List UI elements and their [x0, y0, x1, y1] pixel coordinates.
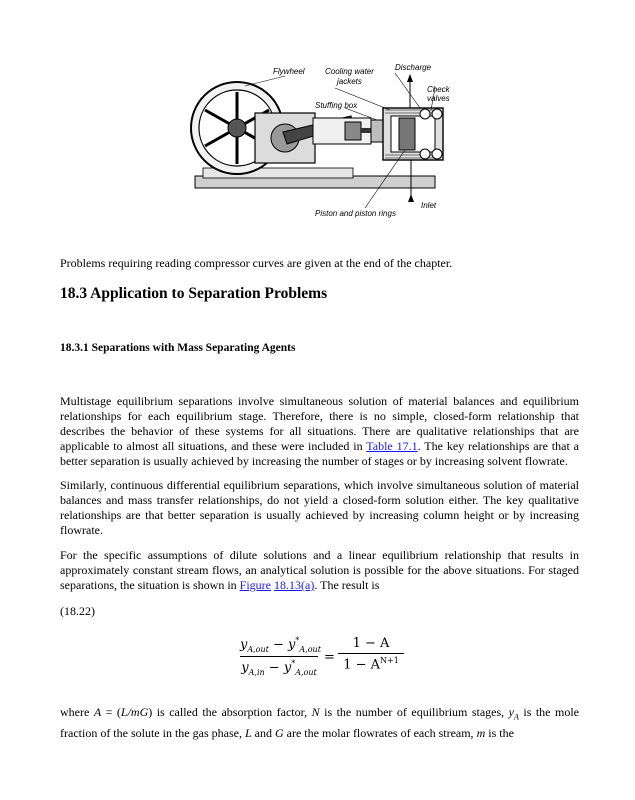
var-ya-sub: A	[513, 712, 519, 722]
paragraph-3	[60, 548, 579, 593]
lhs-numerator	[240, 636, 321, 654]
var-a: A	[93, 705, 102, 719]
label-check-2: valves	[427, 94, 450, 103]
crosshead	[345, 122, 361, 140]
label-inlet: Inlet	[421, 201, 437, 210]
star: *	[291, 658, 296, 668]
where-text: is the mole fraction of the solute in the gas phase,	[60, 705, 579, 741]
var-g: G	[274, 726, 284, 741]
y-symbol: y	[240, 637, 248, 653]
lhs-denominator	[240, 659, 318, 677]
figure-link[interactable]: Figure	[239, 578, 271, 592]
label-stuffing-box: Stuffing box	[315, 101, 358, 110]
sub-a-in: A,in	[248, 667, 265, 677]
minus-sign: −	[268, 637, 289, 653]
check-valve-bottom2	[432, 149, 442, 159]
paragraph-2: Similarly, continuous differential equilibrium separations, which involve simultaneous solution of material balances and mass transfer relationships, do not yield a closed-form solution either. The key qualitative relationships are that better separation is usually achieved by increasing column height or by increasing flowrate.	[60, 478, 579, 537]
check-valve-top	[420, 109, 430, 119]
p3-text-pre: For the specific assumptions of dilute solutions and a linear equilibrium relationship that results in approximately constant stream flows, an analytical solution is possible for the above situations. For staged separations, the situation is shown in	[60, 548, 579, 592]
rhs-den-base: 1 − A	[343, 657, 381, 673]
section-title: 18.3 Application to Separation Problems	[60, 285, 328, 302]
discharge-arrow	[407, 74, 413, 82]
where-text: and	[251, 726, 275, 741]
y-symbol: y	[283, 660, 292, 676]
label-cooling-2: jackets	[337, 77, 362, 86]
where-text: where	[60, 705, 94, 719]
piston	[399, 118, 415, 150]
label-flywheel: Flywheel	[273, 67, 305, 76]
var-l: L	[244, 726, 252, 741]
inlet-arrow	[408, 194, 414, 202]
flywheel-hub	[228, 119, 246, 137]
equals-sign: =	[324, 650, 335, 665]
minus-sign: −	[264, 660, 284, 676]
where-text: is the	[485, 726, 514, 741]
fraction-bar	[240, 656, 318, 657]
where-text: is the number of equilibrium stages,	[319, 705, 509, 719]
sub-a-out: A,out	[247, 644, 269, 654]
var-m: m	[476, 726, 486, 741]
rhs-den-exp: N+1	[380, 656, 399, 665]
compressor-drawing	[185, 58, 455, 223]
where-text: = (	[101, 705, 121, 719]
var-ya: y	[508, 705, 514, 719]
label-discharge: Discharge	[395, 63, 432, 72]
where-text: ) is called the absorption factor,	[148, 705, 312, 719]
p1-text-pre: Multistage equilibrium separations involve simultaneous solution of material balances and equilibrium relationships for each equilibrium stage. Therefore, there is no simple, closed-form relationship that describes the behavior of these systems for all situations. There are qualitative relationships that are applicable to almost all situations, and these were included in	[60, 394, 579, 453]
sub-a-out: A,out	[295, 667, 317, 677]
lhs-fraction	[240, 636, 321, 677]
paragraph-1	[60, 394, 579, 469]
rhs-numerator: 1 − A	[352, 636, 390, 651]
rhs-denominator	[338, 656, 404, 672]
var-n: N	[311, 705, 320, 719]
equation-18-22	[240, 636, 410, 682]
p3-text-post: . The result is	[314, 578, 380, 592]
where-text: are the molar flowrates of each stream,	[283, 726, 477, 741]
compressor-figure	[185, 58, 455, 223]
check-valve-bottom	[420, 149, 430, 159]
star: *	[295, 636, 300, 645]
y-symbol: y	[288, 637, 296, 653]
where-paragraph	[60, 704, 579, 742]
fraction-bar	[338, 653, 404, 654]
var-lmg: L/mG	[120, 705, 149, 719]
intro-line: Problems requiring reading compressor curves are given at the end of the chapter.	[60, 256, 453, 270]
rhs-fraction	[338, 636, 404, 672]
label-check-1: Check	[427, 85, 450, 94]
subsection-title: 18.3.1 Separations with Mass Separating Agents	[60, 342, 296, 354]
label-cooling-1: Cooling water	[325, 67, 374, 76]
p1-text-post: . The key relationships are that a better separation is usually achieved by increasing the number of stages or by increasing solvent flowrate.	[60, 439, 580, 468]
figure-18-13a-link[interactable]: 18.13(a)	[274, 578, 315, 592]
label-piston: Piston and piston rings	[315, 209, 396, 218]
sub-a-out: A,out	[299, 644, 321, 654]
table-17-1-link[interactable]: Table 17.1	[366, 439, 418, 453]
y-symbol: y	[241, 660, 249, 676]
check-valve-top2	[432, 109, 442, 119]
equation-number: (18.22)	[60, 604, 95, 618]
